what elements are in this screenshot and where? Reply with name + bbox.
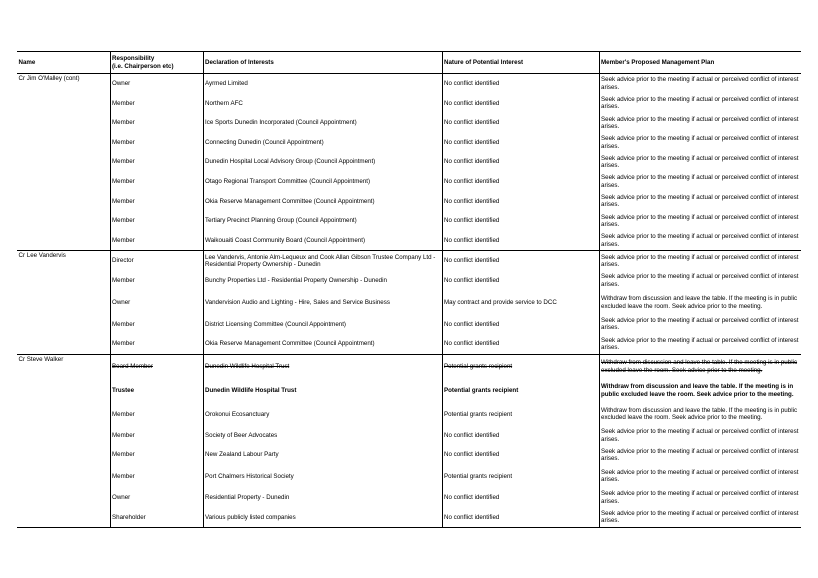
plan-cell: Seek advice prior to the meeting if actual or perceived conflict of interest arises. xyxy=(599,315,801,335)
nature-cell: No conflict identified xyxy=(442,113,599,133)
declaration-cell: Connecting Dunedin (Council Appointment) xyxy=(203,133,442,153)
responsibility-cell: Member xyxy=(110,231,203,251)
responsibility-cell: Owner xyxy=(110,488,203,508)
nature-cell: Potential grants recipient xyxy=(442,465,599,488)
header-plan: Member's Proposed Management Plan xyxy=(599,52,801,74)
member-name xyxy=(17,192,110,212)
declaration-cell: New Zealand Labour Party xyxy=(203,445,442,465)
responsibility-cell: Shareholder xyxy=(110,508,203,528)
table-row xyxy=(17,315,801,335)
declaration-cell: Vandervision Audio and Lighting - Hire, Sales and Service Business xyxy=(203,291,442,315)
plan-cell: Withdraw from discussion and leave the table. If the meeting is in public excluded leave the room. Seek advice prior to the meeting. xyxy=(599,379,801,403)
table-row xyxy=(17,379,801,403)
plan-cell: Seek advice prior to the meeting if actual or perceived conflict of interest arises. xyxy=(599,133,801,153)
member-name xyxy=(17,465,110,488)
member-name xyxy=(17,271,110,291)
nature-cell: No conflict identified xyxy=(442,334,599,354)
member-name xyxy=(17,445,110,465)
declaration-cell: Lee Vandervis, Antonie Alm-Lequeux and Cook Allan Gibson Trustee Company Ltd - Residential Property Ownership - Dunedin xyxy=(203,251,442,271)
header-nature: Nature of Potential Interest xyxy=(442,52,599,74)
responsibility-cell: Member xyxy=(110,445,203,465)
responsibility-cell: Member xyxy=(110,465,203,488)
table-row xyxy=(17,113,801,133)
table-row xyxy=(17,74,801,94)
member-name xyxy=(17,113,110,133)
header-name: Name xyxy=(17,52,110,74)
table-row xyxy=(17,152,801,172)
member-name xyxy=(17,508,110,528)
declaration-cell: Okia Reserve Management Committee (Council Appointment) xyxy=(203,192,442,212)
responsibility-cell: Member xyxy=(110,211,203,231)
declaration-cell: Ayrmed Limited xyxy=(203,74,442,94)
member-name xyxy=(17,315,110,335)
table-row xyxy=(17,445,801,465)
member-name xyxy=(17,334,110,354)
table-row xyxy=(17,94,801,114)
declaration-cell: Otago Regional Transport Committee (Council Appointment) xyxy=(203,172,442,192)
plan-cell: Seek advice prior to the meeting if actual or perceived conflict of interest arises. xyxy=(599,251,801,271)
declaration-cell: Residential Property - Dunedin xyxy=(203,488,442,508)
table-row xyxy=(17,192,801,212)
table-row xyxy=(17,172,801,192)
member-name xyxy=(17,403,110,426)
nature-cell: Potential grants recipient xyxy=(442,379,599,403)
declaration-cell: Okia Reserve Management Committee (Council Appointment) xyxy=(203,334,442,354)
plan-cell: Seek advice prior to the meeting if actual or perceived conflict of interest arises. xyxy=(599,113,801,133)
responsibility-cell: Member xyxy=(110,133,203,153)
member-name: Cr Steve Walker xyxy=(17,354,110,379)
nature-cell: No conflict identified xyxy=(442,152,599,172)
header-responsibility-line1: Responsibility xyxy=(112,55,155,63)
plan-cell: Seek advice prior to the meeting if actual or perceived conflict of interest arises. xyxy=(599,211,801,231)
declaration-cell: Orokonui Ecosanctuary xyxy=(203,403,442,426)
responsibility-cell: Member xyxy=(110,113,203,133)
nature-cell: No conflict identified xyxy=(442,426,599,446)
member-name xyxy=(17,231,110,251)
responsibility-cell: Member xyxy=(110,271,203,291)
table-row xyxy=(17,354,801,379)
nature-cell: May contract and provide service to DCC xyxy=(442,291,599,315)
table-row xyxy=(17,465,801,488)
member-name xyxy=(17,379,110,403)
responsibility-cell: Member xyxy=(110,315,203,335)
header-declaration: Declaration of Interests xyxy=(203,52,442,74)
nature-cell: No conflict identified xyxy=(442,231,599,251)
nature-cell: Potential grants recipient xyxy=(442,354,599,379)
declaration-cell: Bunchy Properties Ltd - Residential Property Ownership - Dunedin xyxy=(203,271,442,291)
table-row xyxy=(17,271,801,291)
table-row xyxy=(17,334,801,354)
responsibility-cell: Director xyxy=(110,251,203,271)
nature-cell: Potential grants recipient xyxy=(442,403,599,426)
responsibility-cell: Member xyxy=(110,172,203,192)
plan-cell: Seek advice prior to the meeting if actual or perceived conflict of interest arises. xyxy=(599,508,801,528)
responsibility-cell: Owner xyxy=(110,74,203,94)
nature-cell: No conflict identified xyxy=(442,315,599,335)
nature-cell: No conflict identified xyxy=(442,271,599,291)
plan-cell: Withdraw from discussion and leave the table. If the meeting is in public excluded leave the room. Seek advice prior to the meeting. xyxy=(599,403,801,426)
responsibility-cell: Member xyxy=(110,192,203,212)
nature-cell: No conflict identified xyxy=(442,94,599,114)
declaration-cell: Dunedin Hospital Local Advisory Group (Council Appointment) xyxy=(203,152,442,172)
member-name xyxy=(17,94,110,114)
responsibility-cell: Member xyxy=(110,152,203,172)
table-row xyxy=(17,426,801,446)
plan-cell: Seek advice prior to the meeting if actual or perceived conflict of interest arises. xyxy=(599,172,801,192)
header-responsibility xyxy=(110,52,203,74)
plan-cell: Seek advice prior to the meeting if actual or perceived conflict of interest arises. xyxy=(599,426,801,446)
member-name: Cr Jim O'Malley (cont) xyxy=(17,74,110,94)
declaration-cell: Dunedin Wildlife Hospital Trust xyxy=(203,354,442,379)
plan-cell: Seek advice prior to the meeting if actual or perceived conflict of interest arises. xyxy=(599,488,801,508)
nature-cell: No conflict identified xyxy=(442,445,599,465)
member-name xyxy=(17,211,110,231)
member-name xyxy=(17,133,110,153)
declaration-of-interests-page xyxy=(17,51,801,528)
nature-cell: No conflict identified xyxy=(442,508,599,528)
declaration-cell: Tertiary Precinct Planning Group (Council Appointment) xyxy=(203,211,442,231)
responsibility-cell: Trustee xyxy=(110,379,203,403)
member-name xyxy=(17,291,110,315)
declaration-cell: Ice Sports Dunedin Incorporated (Council Appointment) xyxy=(203,113,442,133)
table-row xyxy=(17,488,801,508)
responsibility-cell: Member xyxy=(110,94,203,114)
table-row xyxy=(17,133,801,153)
nature-cell: No conflict identified xyxy=(442,488,599,508)
member-name xyxy=(17,426,110,446)
responsibility-cell: Member xyxy=(110,334,203,354)
declaration-cell: District Licensing Committee (Council Appointment) xyxy=(203,315,442,335)
plan-cell: Seek advice prior to the meeting if actual or perceived conflict of interest arises. xyxy=(599,231,801,251)
header-responsibility-line2: (i.e. Chairperson etc) xyxy=(112,62,174,70)
nature-cell: No conflict identified xyxy=(442,192,599,212)
member-name xyxy=(17,152,110,172)
responsibility-cell: Member xyxy=(110,426,203,446)
table-row xyxy=(17,291,801,315)
declaration-cell: Society of Beer Advocates xyxy=(203,426,442,446)
declaration-cell: Port Chalmers Historical Society xyxy=(203,465,442,488)
table-row xyxy=(17,231,801,251)
table-row xyxy=(17,211,801,231)
declaration-cell: Dunedin Wildlife Hospital Trust xyxy=(203,379,442,403)
nature-cell: No conflict identified xyxy=(442,172,599,192)
nature-cell: No conflict identified xyxy=(442,251,599,271)
interests-table xyxy=(17,51,801,528)
header-row xyxy=(17,52,801,74)
declaration-cell: Northern AFC xyxy=(203,94,442,114)
table-row xyxy=(17,403,801,426)
plan-cell: Withdraw from discussion and leave the table. If the meeting is in public excluded leave the room. Seek advice prior to the meeting. xyxy=(599,291,801,315)
responsibility-cell: Owner xyxy=(110,291,203,315)
nature-cell: No conflict identified xyxy=(442,74,599,94)
member-name xyxy=(17,172,110,192)
plan-cell: Seek advice prior to the meeting if actual or perceived conflict of interest arises. xyxy=(599,192,801,212)
member-name xyxy=(17,488,110,508)
plan-cell: Seek advice prior to the meeting if actual or perceived conflict of interest arises. xyxy=(599,152,801,172)
plan-cell: Seek advice prior to the meeting if actual or perceived conflict of interest arises. xyxy=(599,74,801,94)
plan-cell: Seek advice prior to the meeting if actual or perceived conflict of interest arises. xyxy=(599,94,801,114)
declaration-cell: Waikouaiti Coast Community Board (Council Appointment) xyxy=(203,231,442,251)
table-row xyxy=(17,508,801,528)
table-row xyxy=(17,251,801,271)
plan-cell: Seek advice prior to the meeting if actual or perceived conflict of interest arises. xyxy=(599,445,801,465)
member-name: Cr Lee Vandervis xyxy=(17,251,110,271)
plan-cell: Seek advice prior to the meeting if actual or perceived conflict of interest arises. xyxy=(599,465,801,488)
nature-cell: No conflict identified xyxy=(442,133,599,153)
responsibility-cell: Board Member xyxy=(110,354,203,379)
declaration-cell: Various publicly listed companies xyxy=(203,508,442,528)
responsibility-cell: Member xyxy=(110,403,203,426)
plan-cell: Seek advice prior to the meeting if actual or perceived conflict of interest arises. xyxy=(599,334,801,354)
plan-cell: Withdraw from discussion and leave the table. If the meeting is in public excluded leave the room. Seek advice prior to the meeting. xyxy=(599,354,801,379)
plan-cell: Seek advice prior to the meeting if actual or perceived conflict of interest arises. xyxy=(599,271,801,291)
nature-cell: No conflict identified xyxy=(442,211,599,231)
